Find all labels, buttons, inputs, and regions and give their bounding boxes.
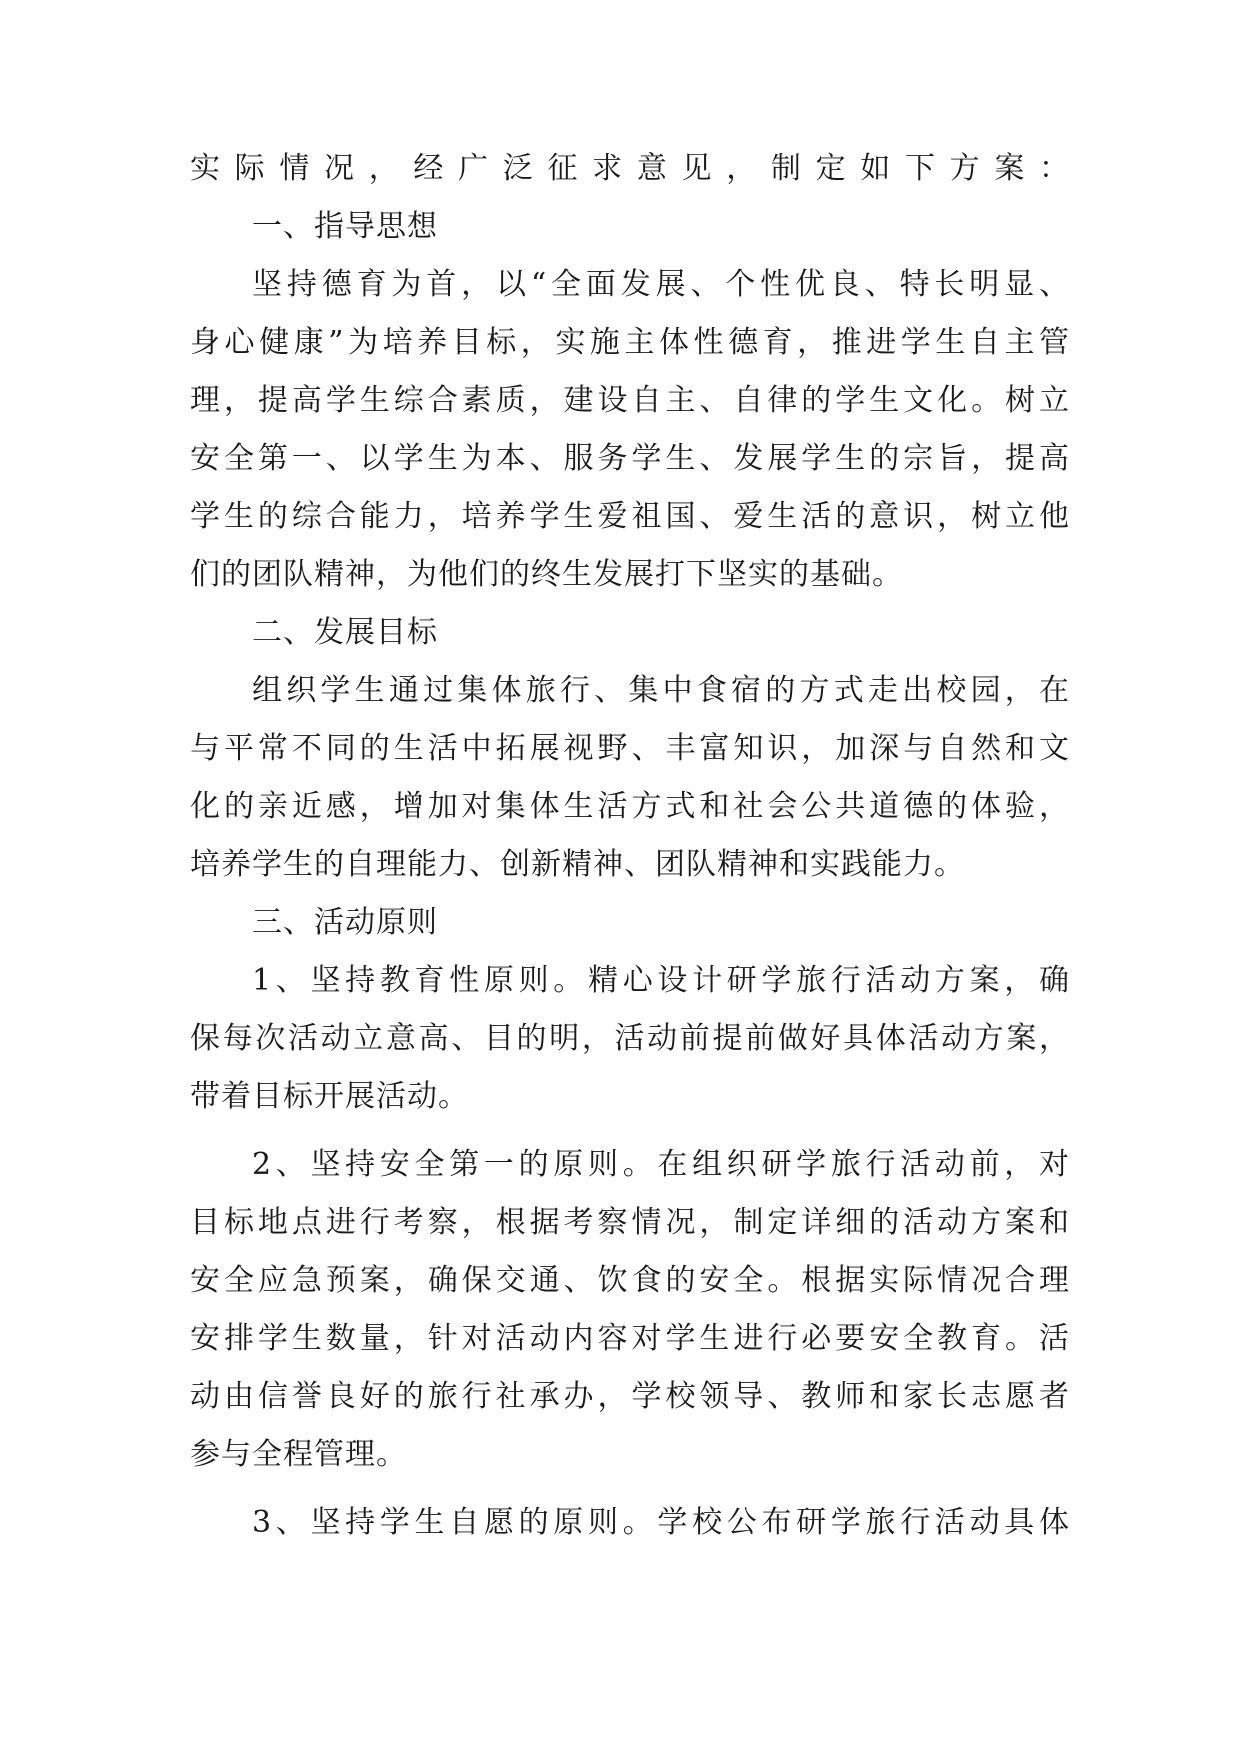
text-line: 坚持德育为首，以“全面发展、个性优良、特长明显、 <box>252 267 1070 302</box>
text-line: 动由信誉良好的旅行社承办，学校领导、教师和家长志愿者 <box>190 1379 1070 1414</box>
text-line: 与平常不同的生活中拓展视野、丰富知识，加深与自然和文 <box>190 731 1070 766</box>
text-line: 实际情况，经广泛征求意见，制定如下方案： <box>190 151 1070 186</box>
text-line: 化的亲近感，增加对集体生活方式和社会公共道德的体验， <box>190 789 1070 824</box>
section-heading: 二、发展目标 <box>252 615 438 650</box>
text-line: 保每次活动立意高、目的明，活动前提前做好具体活动方案， <box>190 1021 1070 1056</box>
text-line: 2、坚持安全第一的原则。在组织研学旅行活动前，对 <box>252 1147 1070 1182</box>
text-line: 学生的综合能力，培养学生爱祖国、爱生活的意识，树立他 <box>190 499 1070 534</box>
text-line: 安全应急预案，确保交通、饮食的安全。根据实际情况合理 <box>190 1263 1070 1298</box>
text-line: 身心健康”为培养目标，实施主体性德育，推进学生自主管 <box>190 325 1070 360</box>
text-line: 1、坚持教育性原则。精心设计研学旅行活动方案，确 <box>252 963 1070 998</box>
text-line: 培养学生的自理能力、创新精神、团队精神和实践能力。 <box>190 847 965 882</box>
text-line: 3、坚持学生自愿的原则。学校公布研学旅行活动具体 <box>252 1505 1070 1540</box>
text-line: 理，提高学生综合素质，建设自主、自律的学生文化。树立 <box>190 383 1070 418</box>
text-line: 们的团队精神，为他们的终生发展打下坚实的基础。 <box>190 557 903 592</box>
text-line: 安全第一、以学生为本、服务学生、发展学生的宗旨，提高 <box>190 441 1070 476</box>
text-line: 参与全程管理。 <box>190 1437 407 1472</box>
section-heading: 一、指导思想 <box>252 209 438 244</box>
text-line: 组织学生通过集体旅行、集中食宿的方式走出校园，在 <box>252 673 1070 708</box>
section-heading: 三、活动原则 <box>252 905 438 940</box>
text-line: 目标地点进行考察，根据考察情况，制定详细的活动方案和 <box>190 1205 1070 1240</box>
text-line: 安排学生数量，针对活动内容对学生进行必要安全教育。活 <box>190 1321 1070 1356</box>
text-line: 带着目标开展活动。 <box>190 1079 469 1114</box>
